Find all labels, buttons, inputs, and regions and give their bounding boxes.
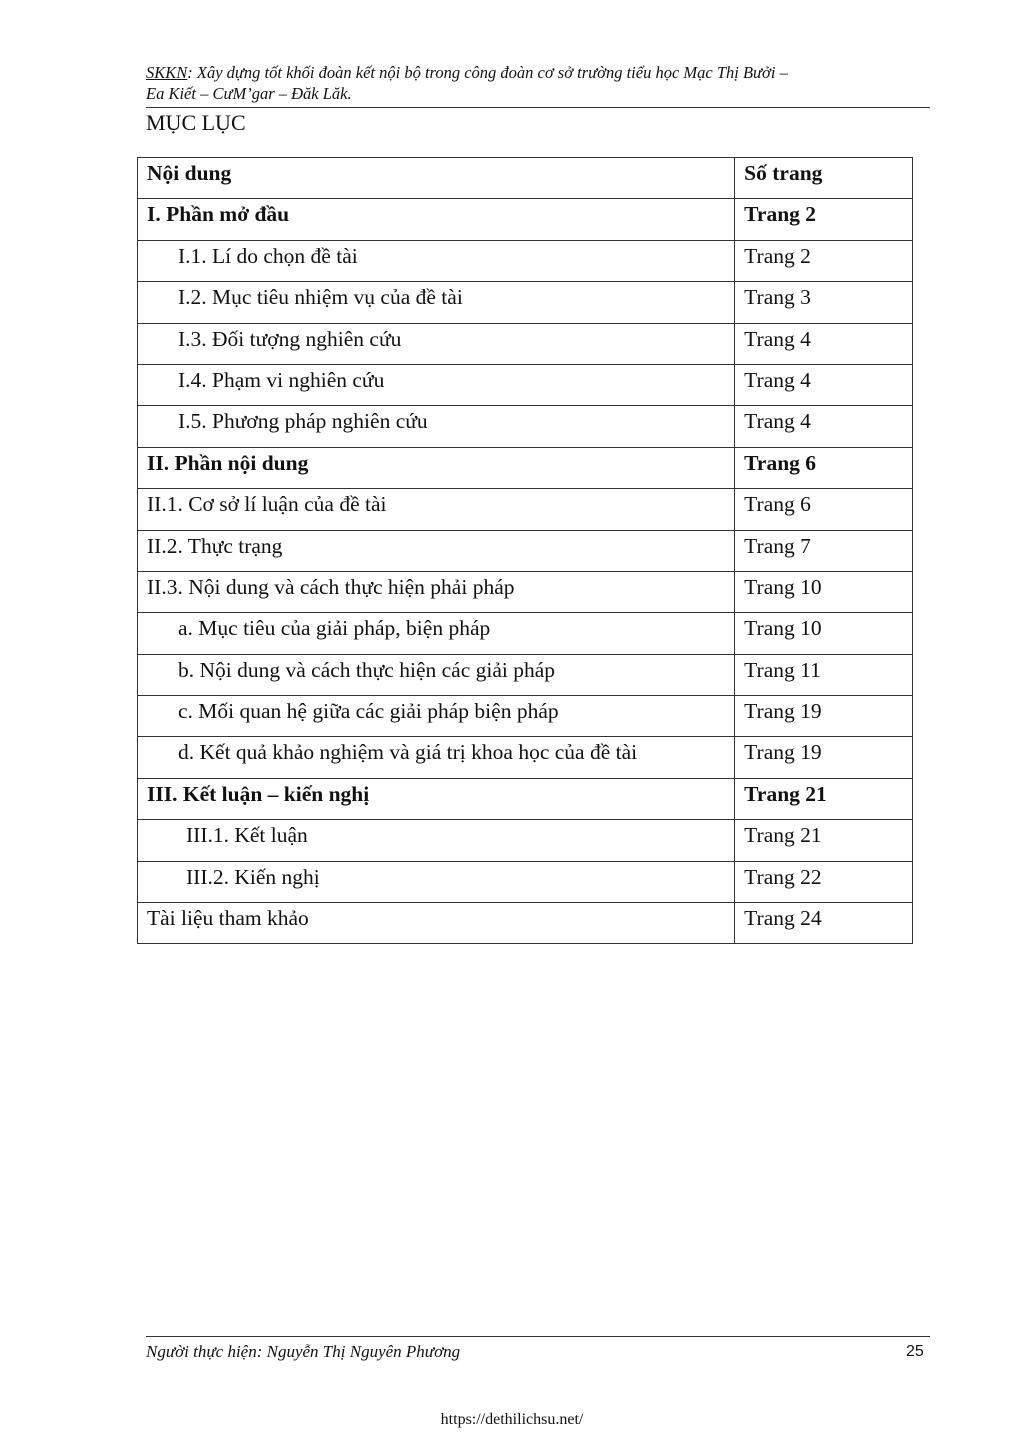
toc-row — [138, 820, 913, 861]
toc-entry: d. Kết quả khảo nghiệm và giá trị khoa học của đề tài — [138, 737, 735, 778]
toc-page: Trang 19 — [735, 696, 913, 737]
toc-table — [137, 157, 913, 944]
toc-page: Trang 2 — [735, 199, 913, 240]
toc-header-page: Số trang — [735, 158, 913, 199]
toc-entry: II.1. Cơ sở lí luận của đề tài — [138, 489, 735, 530]
toc-page: Trang 4 — [735, 364, 913, 405]
toc-entry: III.1. Kết luận — [138, 820, 735, 861]
toc-row — [138, 696, 913, 737]
running-header-line-2: Ea Kiết – CưM’gar – Đăk Lăk. — [146, 84, 352, 103]
running-header — [146, 62, 928, 104]
toc-entry: I.3. Đối tượng nghiên cứu — [138, 323, 735, 364]
toc-row — [138, 282, 913, 323]
toc-page: Trang 10 — [735, 613, 913, 654]
toc-entry: III.2. Kiến nghị — [138, 861, 735, 902]
toc-page: Trang 21 — [735, 778, 913, 819]
toc-entry: III. Kết luận – kiến nghị — [138, 778, 735, 819]
toc-entry: I.4. Phạm vi nghiên cứu — [138, 364, 735, 405]
toc-row — [138, 737, 913, 778]
toc-page: Trang 21 — [735, 820, 913, 861]
toc-entry: a. Mục tiêu của giải pháp, biện pháp — [138, 613, 735, 654]
toc-entry: I.2. Mục tiêu nhiệm vụ của đề tài — [138, 282, 735, 323]
footer-author: Người thực hiện: Nguyễn Thị Nguyên Phương — [146, 1342, 461, 1361]
toc-row — [138, 778, 913, 819]
toc-page: Trang 22 — [735, 861, 913, 902]
toc-page: Trang 19 — [735, 737, 913, 778]
toc-entry: b. Nội dung và cách thực hiện các giải pháp — [138, 654, 735, 695]
toc-entry: II.3. Nội dung và cách thực hiện phải pháp — [138, 571, 735, 612]
toc-row — [138, 861, 913, 902]
toc-page: Trang 6 — [735, 489, 913, 530]
toc-row — [138, 489, 913, 530]
toc-entry: II.2. Thực trạng — [138, 530, 735, 571]
toc-row — [138, 903, 913, 944]
toc-row — [138, 240, 913, 281]
running-header-line-1 — [146, 62, 928, 83]
toc-header-row — [138, 158, 913, 199]
toc-entry: I. Phần mở đầu — [138, 199, 735, 240]
toc-page: Trang 24 — [735, 903, 913, 944]
source-url-link[interactable]: https://dethilichsu.net/ — [440, 1411, 584, 1428]
toc-row — [138, 364, 913, 405]
header-prefix: SKKN — [146, 63, 188, 82]
toc-title: MỤC LỤC — [146, 110, 246, 135]
toc-page: Trang 4 — [735, 406, 913, 447]
header-divider — [146, 107, 930, 108]
toc-row — [138, 571, 913, 612]
toc-entry: Tài liệu tham khảo — [138, 903, 735, 944]
toc-row — [138, 447, 913, 488]
toc-entry: I.1. Lí do chọn đề tài — [138, 240, 735, 281]
toc-page: Trang 3 — [735, 282, 913, 323]
toc-row — [138, 530, 913, 571]
toc-entry: I.5. Phương pháp nghiên cứu — [138, 406, 735, 447]
toc-header-content: Nội dung — [138, 158, 735, 199]
toc-page: Trang 6 — [735, 447, 913, 488]
toc-page: Trang 11 — [735, 654, 913, 695]
page-number: 25 — [906, 1343, 924, 1360]
toc-entry: II. Phần nội dung — [138, 447, 735, 488]
toc-row — [138, 323, 913, 364]
toc-row — [138, 199, 913, 240]
toc-page: Trang 4 — [735, 323, 913, 364]
toc-entry: c. Mối quan hệ giữa các giải pháp biện pháp — [138, 696, 735, 737]
toc-page: Trang 7 — [735, 530, 913, 571]
toc-row — [138, 406, 913, 447]
footer-divider — [146, 1336, 930, 1337]
toc-page: Trang 10 — [735, 571, 913, 612]
toc-row — [138, 654, 913, 695]
toc-page: Trang 2 — [735, 240, 913, 281]
toc-row — [138, 613, 913, 654]
header-title-part-1: : Xây dựng tốt khối đoàn kết nội bộ trong công đoàn cơ sở trường tiểu học Mạc Thị Bưởi – — [187, 63, 788, 82]
